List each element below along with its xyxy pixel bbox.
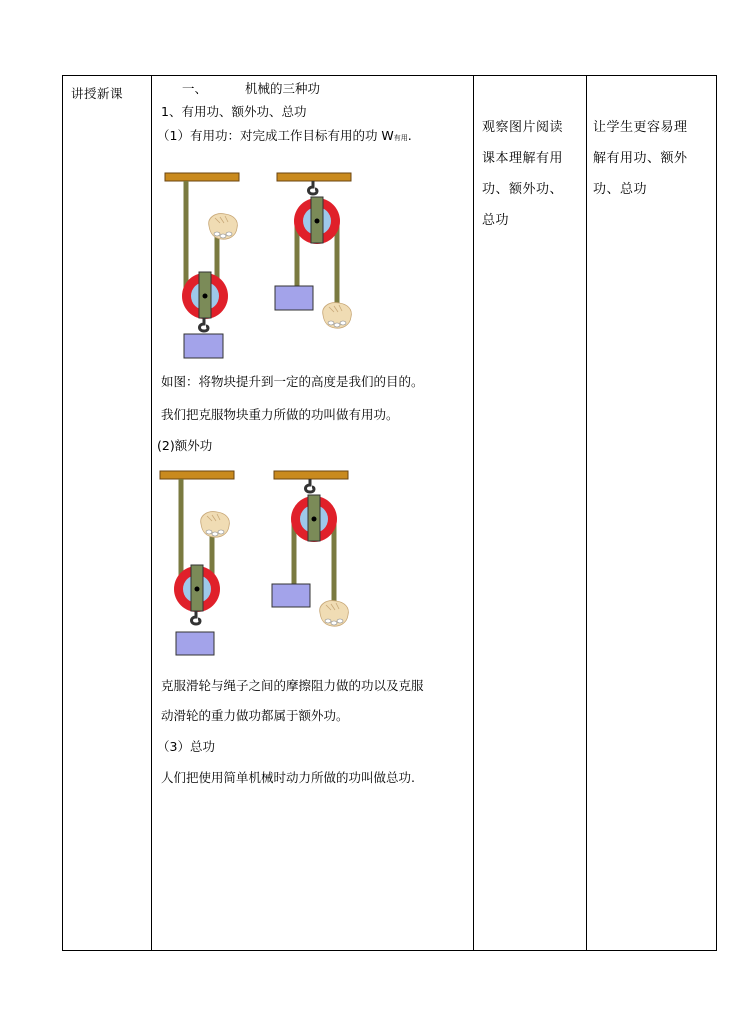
student-activity-line: 课本理解有用 [482, 151, 564, 166]
useful-work-label: （1）有用功：对完成工作目标有用的功 W有用. [157, 128, 412, 143]
useful-work-caption-2: 我们把克服物块重力所做的功叫做有用功。 [161, 407, 399, 422]
pulley-diagram-2 [157, 466, 372, 658]
movable-pulley-diagram [165, 173, 239, 358]
subtitle: 1、有用功、额外功、总功 [161, 104, 307, 119]
design-intent-line: 解有用功、额外 [593, 151, 688, 166]
hand-icon [209, 214, 238, 240]
stage-cell: 讲授新课 [63, 76, 152, 951]
student-activity-cell [474, 76, 587, 951]
pulley-diagram-1 [162, 168, 372, 360]
extra-work-caption-1: 克服滑轮与绳子之间的摩擦阻力做的功以及克服 [161, 678, 424, 693]
student-activity-line: 功、额外功、 [482, 182, 564, 197]
heading-title: 机械的三种功 [245, 81, 321, 96]
heading-number: 一、 [182, 81, 208, 96]
section-heading [182, 80, 320, 98]
extra-work-caption-2: 动滑轮的重力做功都属于额外功。 [161, 708, 349, 723]
hand-icon [323, 303, 352, 329]
hand-icon [201, 512, 230, 538]
useful-work-caption-1: 如图：将物块提升到一定的高度是我们的目的。 [161, 374, 424, 389]
design-intent-line: 让学生更容易理 [593, 120, 688, 135]
design-intent-cell [587, 76, 717, 951]
total-work-caption: 人们把使用简单机械时动力所做的功叫做总功. [161, 770, 415, 785]
fixed-pulley-diagram [275, 173, 351, 328]
student-activity-line: 观察图片阅读 [482, 120, 564, 135]
lesson-table [62, 75, 717, 951]
design-intent-line: 功、总功 [593, 182, 648, 197]
student-activity-line: 总功 [482, 213, 510, 228]
extra-work-label: (2)额外功 [157, 438, 213, 453]
total-work-label: （3）总功 [157, 739, 215, 754]
content-cell [152, 76, 474, 951]
hand-icon [320, 601, 349, 627]
useful-work-subscript: 有用 [393, 134, 408, 142]
movable-pulley-diagram [160, 471, 234, 655]
fixed-pulley-diagram [272, 471, 348, 626]
